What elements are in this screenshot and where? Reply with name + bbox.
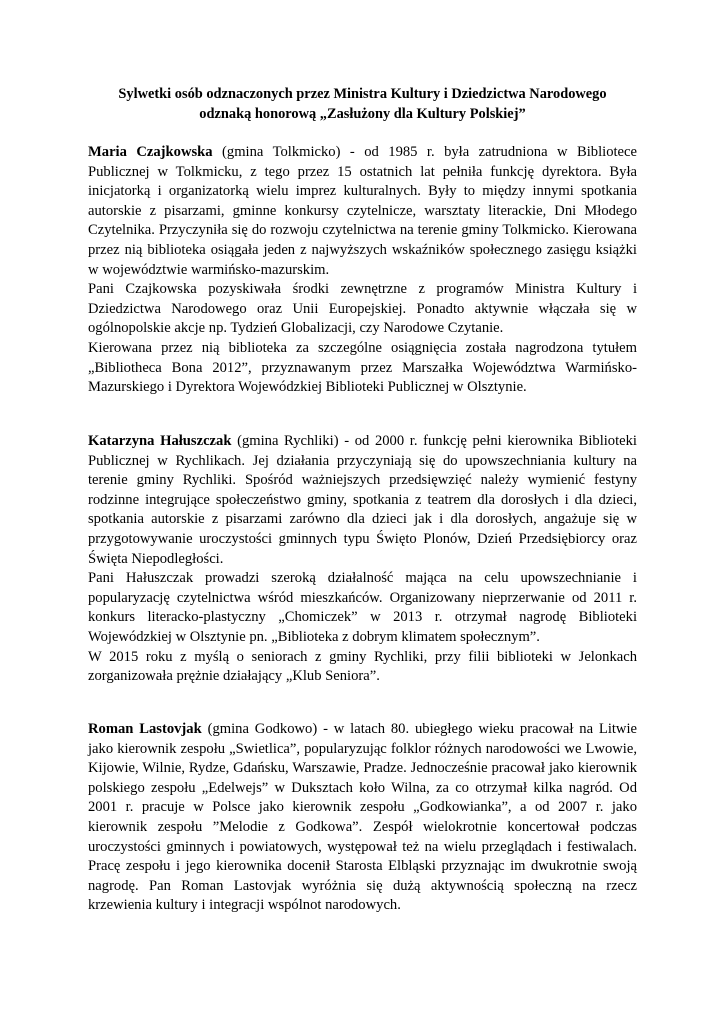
heading-line-1: Sylwetki osób odznaczonych przez Ministra Kultury i Dziedzictwa Narodowego [118,86,607,102]
profile-intro [88,720,637,916]
person-name: Maria Czajkowska [88,144,213,160]
profile-paragraph: Kierowana przez nią biblioteka za szczególne osiągnięcia została nagrodzona tytułem „Bibliotheca Bona 2012”, przyznawanym przez Marszałka Województwa Warmińsko-Mazurskiego i Dyrektora Wojewódzkiej Biblioteki Publicznej w Olsztynie. [88,339,637,396]
profile-paragraph: W 2015 roku z myślą o seniorach z gminy Rychliki, przy filii biblioteki w Jelonkach zorganizowała prężnie działający „Klub Seniora”. [88,648,637,685]
person-name: Katarzyna Hałuszczak [88,433,232,449]
profile-maria-czajkowska [88,143,637,398]
profile-roman-lastovjak [88,720,637,916]
profile-intro-text: (gmina Godkowo) - w latach 80. ubiegłego wieku pracował na Litwie jako kierownik zespołu „Swietlica”, popularyzując folklor różnych narodowości we Lwowie, Kijowie, Wilnie, Rydze, Gdańsku, Warszawie, Pradze. Jednocześnie pracował jako kierownik polskiego zespołu „Edelwejs” w Duksztach koło Wilna, za co otrzymał kilka nagród. Od 2001 r. pracuje w Polsce jako kierownik zespołu „Godkowianka”, a od 2007 r. jako kierownik zespołu ”Melodie z Godkowa”. Zespół wielokrotnie koncertował podczas uroczystości gminnych i powiatowych, występował też na wielu przeglądach i festiwalach. Pracę zespołu i jego kierownika docenił Starosta Elbląski przyznając im dwukrotnie swoją nagrodę. Pan Roman Lastovjak wyróżnia się dużą aktywnością społeczną na rzecz krzewienia kultury i integracji wspólnot narodowych. [88,721,638,914]
person-name: Roman Lastovjak [88,721,202,737]
profile-intro [88,143,637,280]
profile-katarzyna-haluszczak [88,432,637,687]
profile-paragraph: Pani Czajkowska pozyskiwała środki zewnętrzne z programów Ministra Kultury i Dziedzictwa Narodowego oraz Unii Europejskiej. Ponadto aktywnie włączała się w ogólnopolskie akcje np. Tydzień Globalizacji, czy Narodowe Czytanie. [88,281,637,337]
document-heading [88,85,637,124]
profile-paragraph: Pani Hałuszczak prowadzi szeroką działalność mająca na celu upowszechnianie i popularyzację czytelnictwa wśród mieszkańców. Organizowany nieprzerwanie od 2011 r. konkurs literacko-plastyczny „Chomiczek” w 2013 r. otrzymał nagrodę Biblioteki Wojewódzkiej w Olsztynie pn. „Biblioteka z dobrym klimatem społecznym”. [88,570,637,645]
profile-intro-text: (gmina Rychliki) - od 2000 r. funkcję pełni kierownika Biblioteki Publicznej w Rychlikach. Jej działania przyczyniają się do upowszechniania kultury na terenie gminy Rychliki. Spośród ważniejszych przedsięwzięć należy wymienić festyny rodzinne integrujące społeczeństwo gminy, spotkania z teatrem dla dorosłych i dla dzieci, spotkania autorskie z pisarzami zarówno dla dzieci jak i dla dorosłych, angażuje się w przygotowywanie uroczystości gminnych typu Święto Plonów, Dzień Przedsiębiorcy oraz Święta Niepodległości. [88,433,637,567]
heading-line-2: odznaką honorową „Zasłużony dla Kultury Polskiej” [199,105,526,122]
profile-intro-text: (gmina Tolkmicko) - od 1985 r. była zatrudniona w Bibliotece Publicznej w Tolkmicku, z tego przez 15 ostatnich lat pełniła funkcję dyrektora. Była inicjatorką i organizatorką wielu imprez kulturalnych. Były to między innymi spotkania autorskie z pisarzami, gminne konkursy czytelnicze, warsztaty literackie, Dni Młodego Czytelnika. Przyczyniła się do rozwoju czytelnictwa na terenie gminy Tolkmicko. Kierowana przez nią biblioteka osiągała jeden z najwyższych wskaźników społecznego zasięgu książki w województwie warmińsko-mazurskim. [88,144,637,278]
profile-intro [88,432,637,569]
